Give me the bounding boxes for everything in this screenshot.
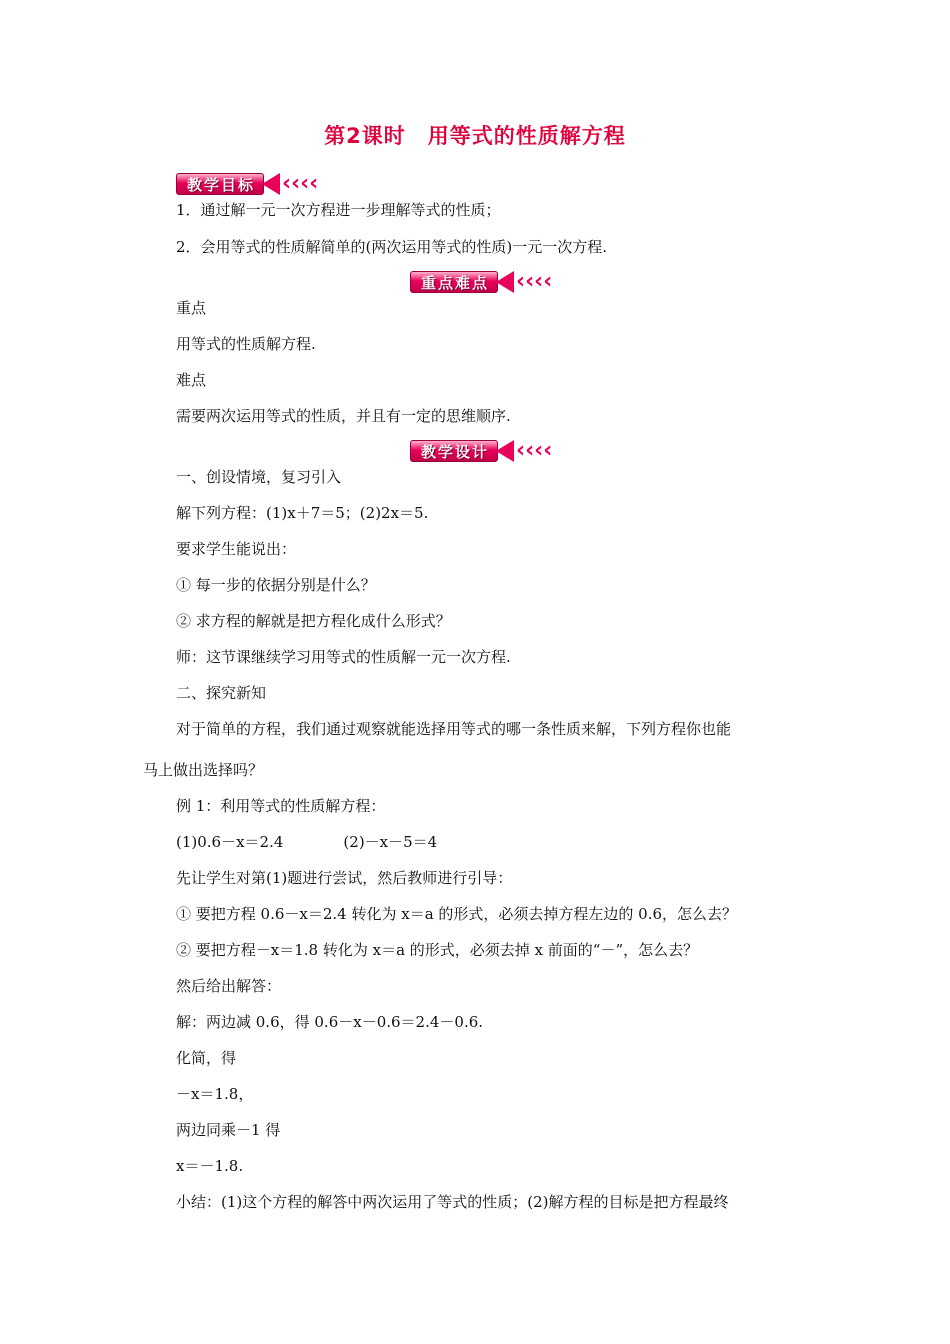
text-line: －x＝1.8， [176,1085,254,1103]
text-line: 小结：(1)这个方程的解答中两次运用了等式的性质；(2)解方程的目标是把方程最终 [176,1193,729,1211]
text-line: 师：这节课继续学习用等式的性质解一元一次方程. [176,648,511,666]
text-line: 2．会用等式的性质解简单的(两次运用等式的性质)一元一次方程. [176,238,608,256]
badge-label: 教学设计 [410,440,498,462]
text-line: 1．通过解一元一次方程进一步理解等式的性质； [176,201,501,219]
text-line: 重点 [176,299,207,317]
section-badge-key [410,271,552,293]
badge-label: 教学目标 [176,173,264,195]
text-line: 马上做出选择吗？ [143,761,264,779]
badge-arrow-icon [496,271,514,293]
badge-label: 重点难点 [410,271,498,293]
text-line: ① 每一步的依据分别是什么？ [176,576,376,594]
section-badge-goals [176,173,318,195]
text-line: 一、创设情境，复习引入 [176,468,342,486]
text-line: 难点 [176,371,207,389]
text-line: x＝－1.8. [176,1157,244,1175]
chevrons-icon: ‹‹‹‹ [516,438,553,463]
text-line: ① 要把方程 0.6－x＝2.4 转化为 x＝a 的形式，必须去掉方程左边的 0.6，怎么去？ [176,905,738,923]
badge-arrow-icon [496,440,514,462]
text-line: 两边同乘－1 得 [176,1121,281,1139]
chevrons-icon: ‹‹‹‹ [282,171,319,196]
text-line: 用等式的性质解方程. [176,335,316,353]
badge-arrow-icon [262,173,280,195]
text-line: 要求学生能说出： [176,540,297,558]
text-line: ② 求方程的解就是把方程化成什么形式？ [176,612,451,630]
text-line: 化简，得 [176,1049,237,1067]
text-line: 二、探究新知 [176,684,267,702]
text-line: 解下列方程：(1)x＋7＝5；(2)2x＝5. [176,504,429,522]
section-badge-design [410,440,552,462]
text-line: (1)0.6－x＝2.4 (2)－x－5＝4 [176,833,438,851]
text-line: ② 要把方程－x＝1.8 转化为 x＝a 的形式，必须去掉 x 前面的“－”，怎么去？ [176,941,699,959]
text-line: 需要两次运用等式的性质，并且有一定的思维顺序. [176,407,511,425]
text-line: 先让学生对第(1)题进行尝试，然后教师进行引导： [176,869,513,887]
text-line: 然后给出解答： [176,977,282,995]
text-line: 对于简单的方程，我们通过观察就能选择用等式的哪一条性质来解，下列方程你也能 [176,720,732,738]
text-line: 例 1：利用等式的性质解方程： [176,797,386,815]
text-line: 解：两边减 0.6，得 0.6－x－0.6＝2.4－0.6. [176,1013,484,1031]
page-title: 第2课时 用等式的性质解方程 [324,124,626,148]
chevrons-icon: ‹‹‹‹ [516,269,553,294]
